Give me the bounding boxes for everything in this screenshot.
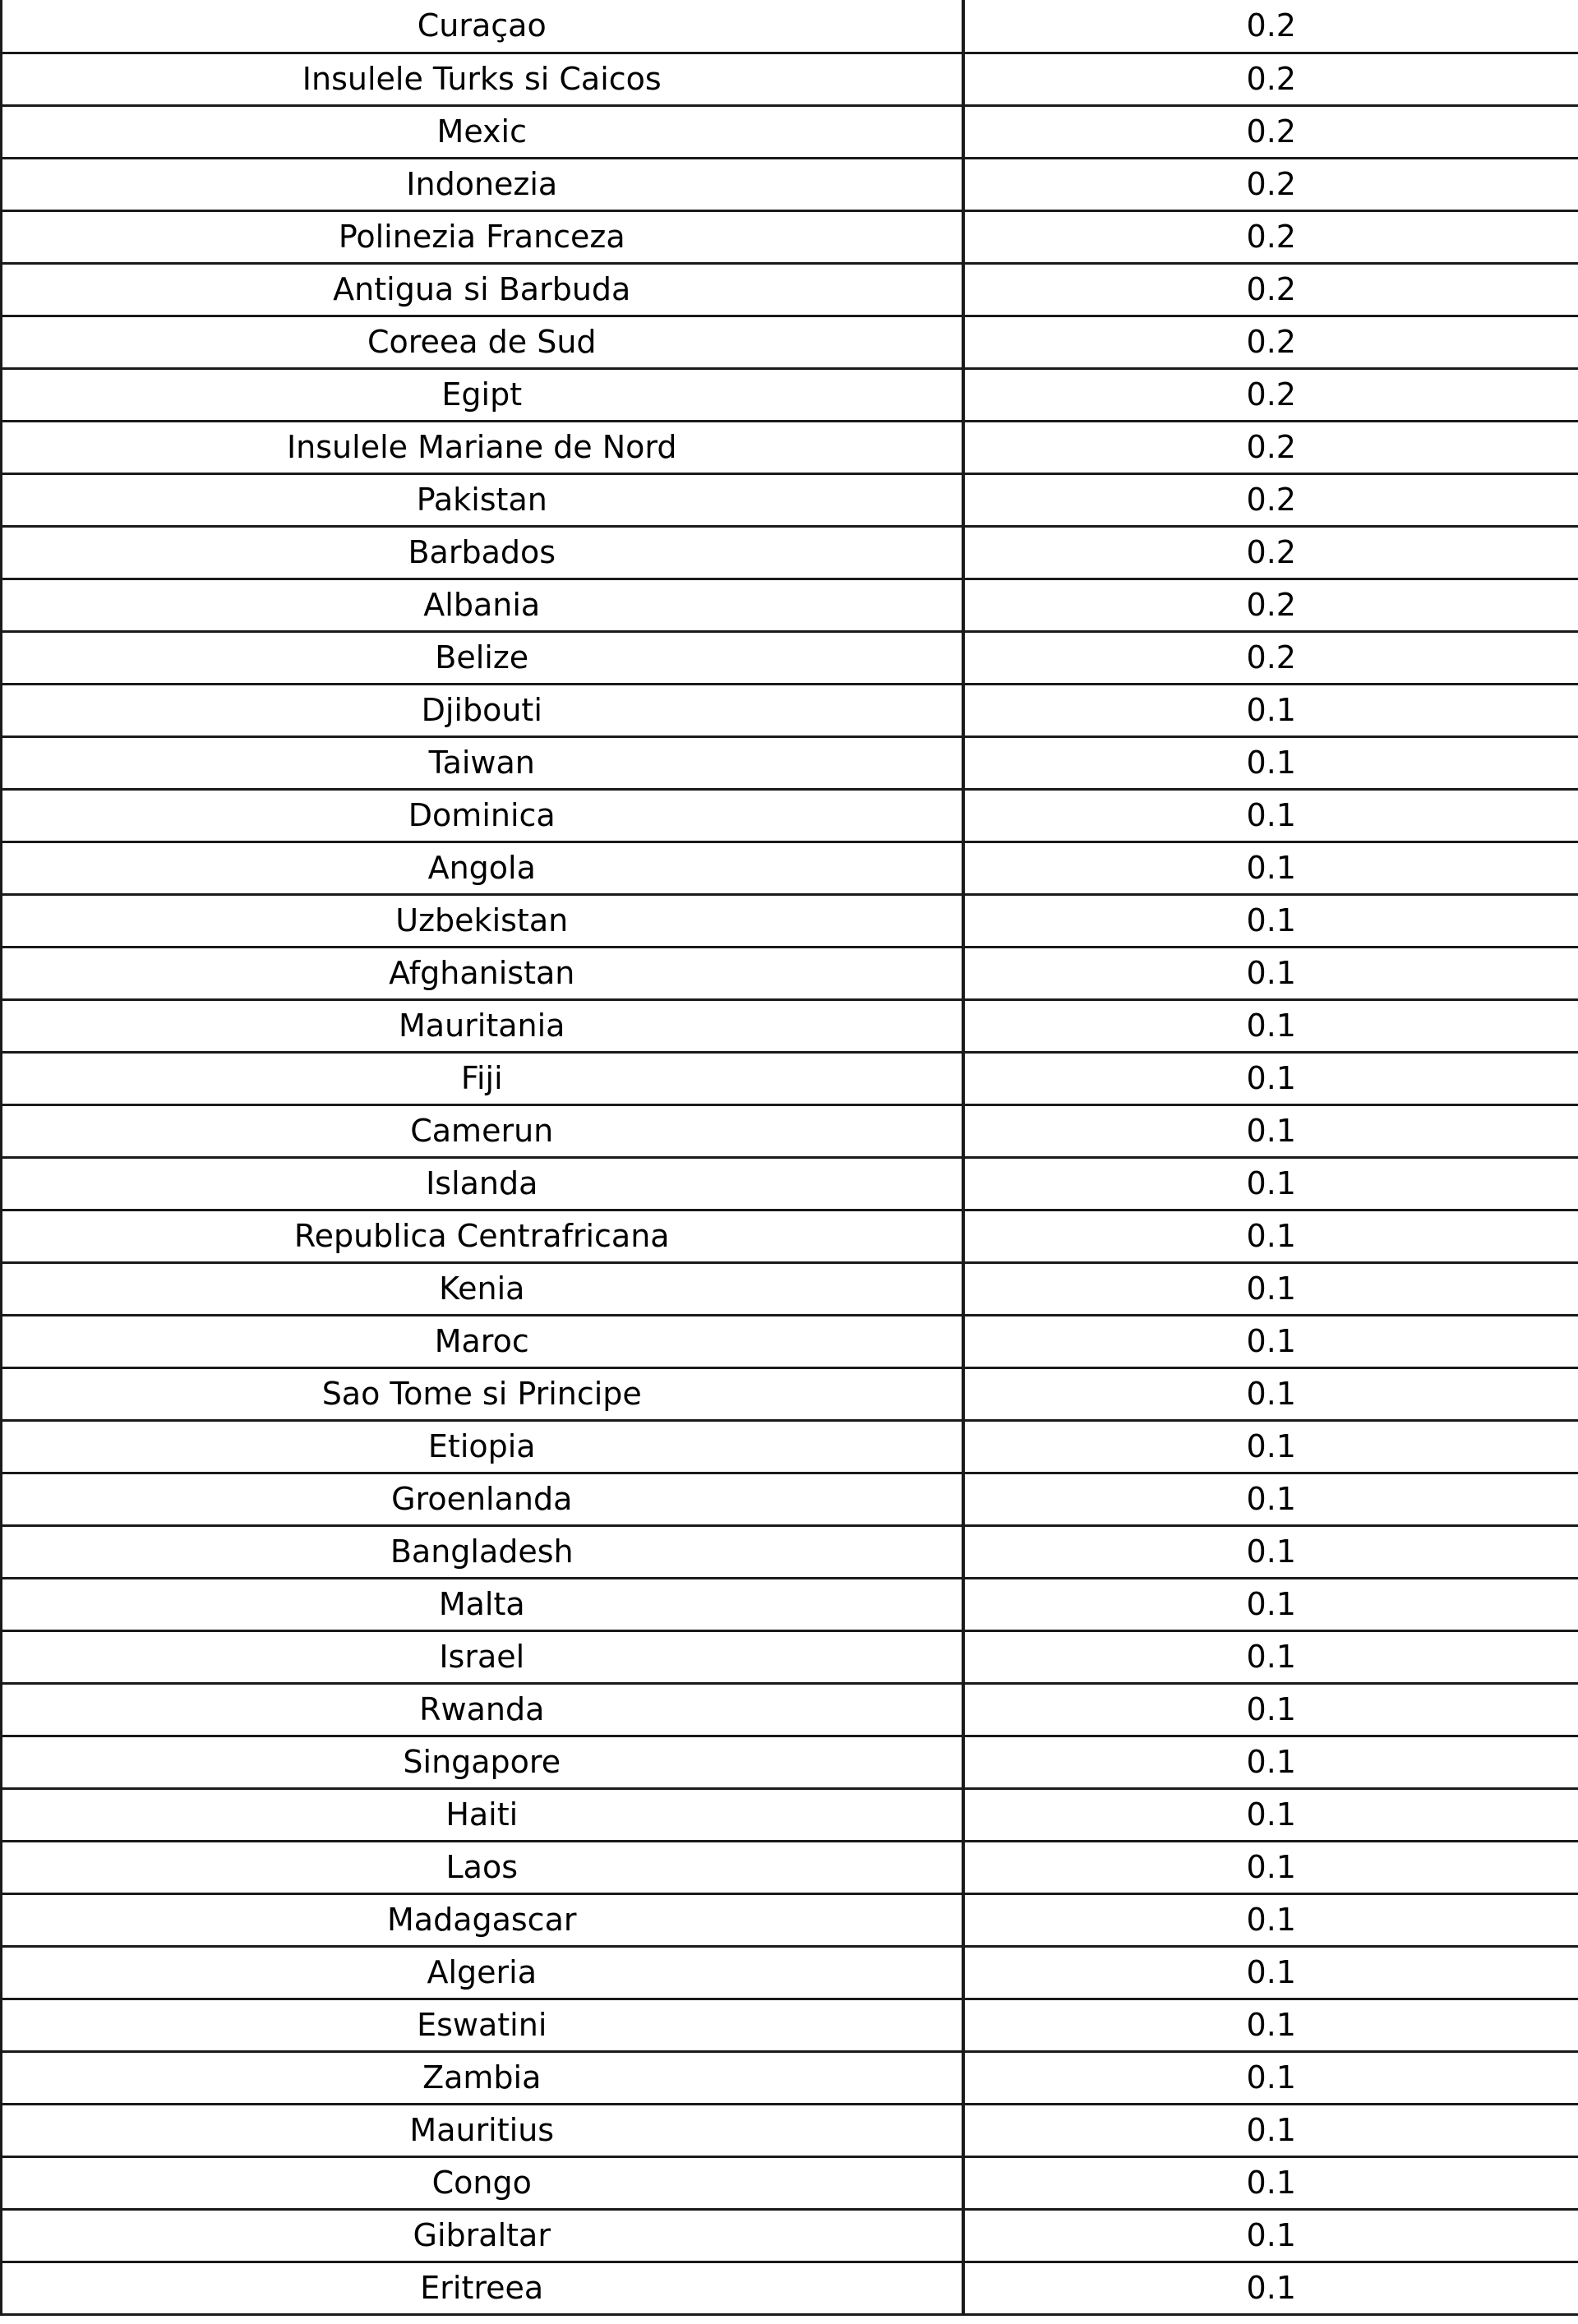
value-cell: 0.1: [963, 2051, 1578, 2104]
country-cell: Kenia: [2, 1262, 963, 1315]
country-cell: Pakistan: [2, 473, 963, 526]
table-row: [2, 53, 1578, 105]
value-cell: 0.1: [963, 1315, 1578, 1367]
country-cell: Insulele Turks si Caicos: [2, 53, 963, 105]
table-row: [2, 263, 1578, 316]
table-row: [2, 105, 1578, 158]
value-cell: 0.2: [963, 368, 1578, 421]
country-cell: Belize: [2, 631, 963, 684]
country-cell: Albania: [2, 579, 963, 631]
table-row: [2, 421, 1578, 473]
value-cell: 0.1: [963, 2156, 1578, 2209]
country-cell: Groenlanda: [2, 1473, 963, 1525]
table-row: [2, 1630, 1578, 1683]
value-cell: 0.2: [963, 526, 1578, 579]
table-row: [2, 2209, 1578, 2262]
value-cell: 0.2: [963, 53, 1578, 105]
table-row: [2, 1525, 1578, 1578]
table-row: [2, 1578, 1578, 1630]
table-row: [2, 2104, 1578, 2156]
country-cell: Indonezia: [2, 158, 963, 210]
country-cell: Congo: [2, 2156, 963, 2209]
table-row: [2, 473, 1578, 526]
country-cell: Mauritania: [2, 999, 963, 1052]
value-cell: 0.2: [963, 316, 1578, 368]
table-row: [2, 684, 1578, 736]
value-cell: 0.1: [963, 1578, 1578, 1630]
table-row: [2, 947, 1578, 999]
value-cell: 0.1: [963, 684, 1578, 736]
table-row: [2, 736, 1578, 789]
value-cell: 0.1: [963, 1630, 1578, 1683]
country-cell: Algeria: [2, 1946, 963, 1999]
value-cell: 0.2: [963, 263, 1578, 316]
value-cell: 0.1: [963, 1367, 1578, 1420]
value-cell: 0.2: [963, 0, 1578, 53]
country-cell: Camerun: [2, 1104, 963, 1157]
table-row: [2, 842, 1578, 894]
table-row: [2, 2262, 1578, 2314]
country-cell: Mexic: [2, 105, 963, 158]
table-row: [2, 1788, 1578, 1841]
table-row: [2, 1262, 1578, 1315]
country-cell: Eritreea: [2, 2262, 963, 2314]
country-cell: Antigua si Barbuda: [2, 263, 963, 316]
value-cell: 0.1: [963, 1052, 1578, 1104]
country-cell: Rwanda: [2, 1683, 963, 1736]
value-cell: 0.1: [963, 1893, 1578, 1946]
country-cell: Singapore: [2, 1736, 963, 1788]
country-cell: Sao Tome si Principe: [2, 1367, 963, 1420]
country-cell: Republica Centrafricana: [2, 1210, 963, 1262]
table-row: [2, 894, 1578, 947]
table-row: [2, 1683, 1578, 1736]
value-cell: 0.1: [963, 1841, 1578, 1893]
value-cell: 0.2: [963, 105, 1578, 158]
value-cell: 0.1: [963, 736, 1578, 789]
value-cell: 0.1: [963, 1210, 1578, 1262]
value-cell: 0.1: [963, 1473, 1578, 1525]
value-cell: 0.1: [963, 1420, 1578, 1473]
value-cell: 0.2: [963, 631, 1578, 684]
table-row: [2, 999, 1578, 1052]
country-cell: Haiti: [2, 1788, 963, 1841]
country-cell: Maroc: [2, 1315, 963, 1367]
value-cell: 0.1: [963, 1788, 1578, 1841]
value-cell: 0.1: [963, 789, 1578, 842]
table-row: [2, 158, 1578, 210]
value-cell: 0.1: [963, 842, 1578, 894]
table-row: [2, 1736, 1578, 1788]
value-cell: 0.2: [963, 579, 1578, 631]
table-row: [2, 2051, 1578, 2104]
table-row: [2, 1999, 1578, 2051]
value-cell: 0.1: [963, 947, 1578, 999]
value-cell: 0.1: [963, 2262, 1578, 2314]
table-row: [2, 1315, 1578, 1367]
table-row: [2, 1473, 1578, 1525]
country-cell: Afghanistan: [2, 947, 963, 999]
country-cell: Eswatini: [2, 1999, 963, 2051]
country-cell: Laos: [2, 1841, 963, 1893]
value-cell: 0.1: [963, 1262, 1578, 1315]
table-row: [2, 526, 1578, 579]
country-cell: Egipt: [2, 368, 963, 421]
table-row: [2, 0, 1578, 53]
table-row: [2, 368, 1578, 421]
value-cell: 0.1: [963, 894, 1578, 947]
country-cell: Curaçao: [2, 0, 963, 53]
value-cell: 0.1: [963, 1157, 1578, 1210]
country-cell: Coreea de Sud: [2, 316, 963, 368]
value-cell: 0.1: [963, 2104, 1578, 2156]
table-row: [2, 210, 1578, 263]
value-cell: 0.1: [963, 1525, 1578, 1578]
value-cell: 0.2: [963, 158, 1578, 210]
table-row: [2, 316, 1578, 368]
value-cell: 0.1: [963, 1999, 1578, 2051]
country-cell: Uzbekistan: [2, 894, 963, 947]
table-row: [2, 1210, 1578, 1262]
value-cell: 0.1: [963, 1104, 1578, 1157]
value-cell: 0.1: [963, 1683, 1578, 1736]
country-cell: Etiopia: [2, 1420, 963, 1473]
country-cell: Madagascar: [2, 1893, 963, 1946]
table-row: [2, 579, 1578, 631]
country-cell: Malta: [2, 1578, 963, 1630]
table-row: [2, 1893, 1578, 1946]
country-cell: Insulele Mariane de Nord: [2, 421, 963, 473]
country-cell: Polinezia Franceza: [2, 210, 963, 263]
table-body: [2, 0, 1578, 2314]
country-cell: Islanda: [2, 1157, 963, 1210]
country-cell: Gibraltar: [2, 2209, 963, 2262]
country-cell: Israel: [2, 1630, 963, 1683]
value-cell: 0.1: [963, 2209, 1578, 2262]
country-cell: Zambia: [2, 2051, 963, 2104]
country-cell: Angola: [2, 842, 963, 894]
country-cell: Fiji: [2, 1052, 963, 1104]
country-cell: Barbados: [2, 526, 963, 579]
value-cell: 0.1: [963, 999, 1578, 1052]
value-cell: 0.2: [963, 421, 1578, 473]
table-row: [2, 1841, 1578, 1893]
country-cell: Bangladesh: [2, 1525, 963, 1578]
value-cell: 0.2: [963, 210, 1578, 263]
table-row: [2, 1052, 1578, 1104]
table-row: [2, 1367, 1578, 1420]
country-cell: Mauritius: [2, 2104, 963, 2156]
table-row: [2, 789, 1578, 842]
table-row: [2, 1946, 1578, 1999]
country-cell: Taiwan: [2, 736, 963, 789]
table-row: [2, 1157, 1578, 1210]
table-row: [2, 631, 1578, 684]
country-cell: Dominica: [2, 789, 963, 842]
value-cell: 0.1: [963, 1946, 1578, 1999]
table-row: [2, 1420, 1578, 1473]
country-cell: Djibouti: [2, 684, 963, 736]
value-cell: 0.1: [963, 1736, 1578, 1788]
table-row: [2, 1104, 1578, 1157]
table-row: [2, 2156, 1578, 2209]
value-cell: 0.2: [963, 473, 1578, 526]
